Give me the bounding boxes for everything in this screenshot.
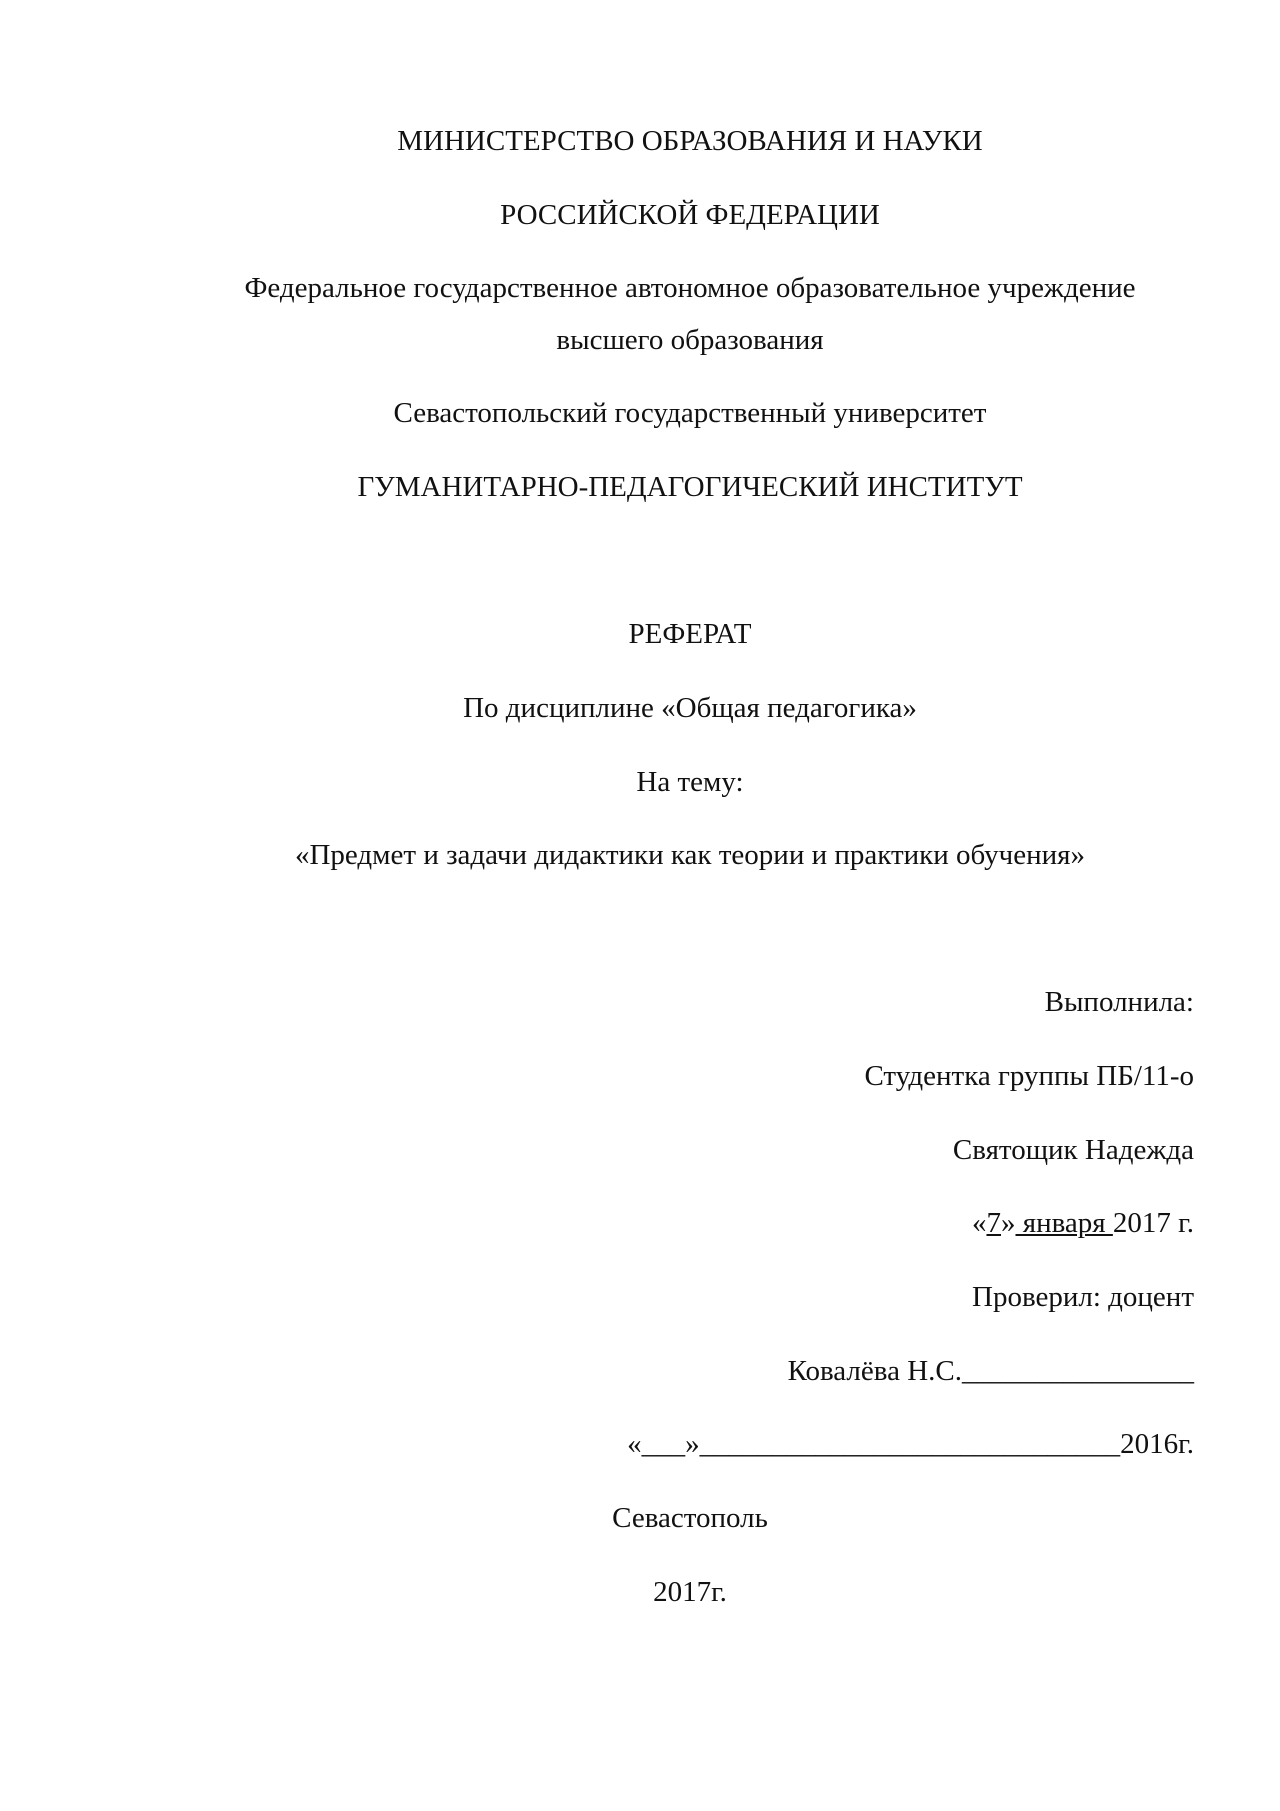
reviewer-name-line: Ковалёва Н.С.________________ [787, 1355, 1194, 1387]
student-name: Святощик Надежда [952, 1134, 1194, 1166]
review-date-line: «___»_____________________________2016г. [627, 1428, 1194, 1460]
performed-label: Выполнила: [1044, 986, 1194, 1018]
institution-line-2: высшего образования [556, 324, 824, 356]
date-month: января [1015, 1207, 1113, 1239]
ministry-line-1: МИНИСТЕРСТВО ОБРАЗОВАНИЯ И НАУКИ [397, 125, 983, 157]
date-close-quote: » [1000, 1207, 1016, 1239]
topic-label: На тему: [636, 766, 744, 798]
student-group: Студентка группы ПБ/11-о [864, 1060, 1194, 1092]
submission-date [972, 1205, 1194, 1241]
ministry-line-2: РОССИЙСКОЙ ФЕДЕРАЦИИ [500, 199, 880, 231]
year: 2017г. [653, 1576, 727, 1608]
date-day: 7 [986, 1207, 1001, 1239]
discipline: По дисциплине «Общая педагогика» [463, 692, 917, 724]
reviewer-label: Проверил: доцент [972, 1281, 1194, 1313]
city: Севастополь [612, 1502, 768, 1534]
institution-line-1: Федеральное государственное автономное образовательное учреждение [244, 272, 1136, 304]
document-type: РЕФЕРАТ [628, 618, 752, 650]
date-open-quote: « [971, 1207, 987, 1239]
topic-title: «Предмет и задачи дидактики как теории и практики обучения» [294, 839, 1085, 871]
university-name: Севастопольский государственный университет [393, 397, 987, 429]
institute-name: ГУМАНИТАРНО-ПЕДАГОГИЧЕСКИЙ ИНСТИТУТ [357, 471, 1023, 503]
date-year: 2017 г. [1112, 1207, 1194, 1239]
